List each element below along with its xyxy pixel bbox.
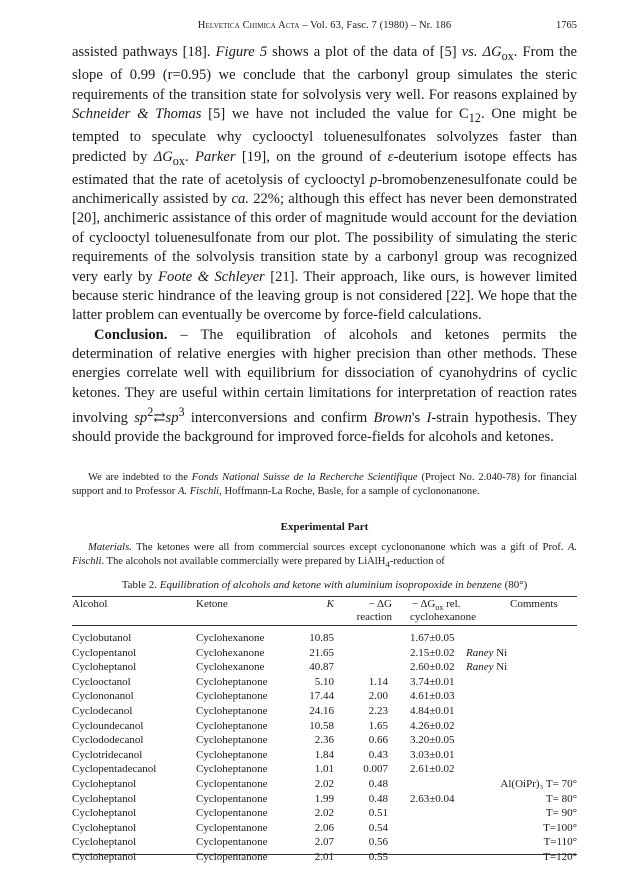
cell-dg-rel: 3.03±0.01	[410, 748, 455, 761]
cell-comment: Al(OiPr)₃ T= 70°	[500, 777, 577, 790]
header-comments: Comments	[510, 598, 558, 610]
cell-ketone: Cyclohexanone	[196, 661, 265, 674]
cell-dg-reaction: 1.65	[368, 719, 388, 732]
cell-dg-rel: 2.15±0.02	[410, 646, 455, 659]
table-row	[72, 733, 577, 748]
cell-k: 2.02	[314, 807, 334, 820]
cell-alcohol: Cyclooctanol	[72, 675, 131, 688]
table-header-rule	[72, 625, 577, 626]
cell-alcohol: Cyclododecanol	[72, 734, 144, 747]
cell-ketone: Cyclopentanone	[196, 821, 268, 834]
cell-ketone: Cyclopentanone	[196, 777, 268, 790]
cell-dg-rel: 2.63±0.04	[410, 792, 455, 805]
experimental-heading: Experimental Part	[280, 521, 369, 533]
header-ketone: Ketone	[196, 598, 228, 610]
cell-ketone: Cyclopentanone	[196, 836, 268, 849]
cell-dg-reaction: 0.66	[368, 734, 388, 747]
cell-k: 1.84	[314, 748, 334, 761]
cell-alcohol: Cyclopentadecanol	[72, 763, 157, 776]
table-header	[72, 598, 577, 624]
cell-k: 10.58	[309, 719, 334, 732]
paragraph-conclusion	[72, 326, 577, 448]
journal-citation: – Vol. 63, Fasc. 7 (1980) – Nr. 186	[299, 20, 452, 31]
cell-ketone: Cyclopentanone	[196, 807, 268, 820]
table-row	[72, 660, 577, 675]
header-dg-reaction: reaction	[356, 610, 392, 623]
acknowledgement: We are indebted to the Fonds National Suisse de la Recherche Scientifique (Project No. 2.040-78) for financial support and to Professor A. Fischli, Hoffmann-La Roche, Basle, for a sample of cyclononanone.	[72, 472, 577, 497]
cell-ketone: Cycloheptanone	[196, 690, 268, 703]
cell-k: 2.07	[314, 836, 334, 849]
table-row	[72, 675, 577, 690]
cell-alcohol: Cycloheptanol	[72, 661, 137, 674]
cell-ketone: Cyclopentanone	[196, 850, 268, 863]
cell-dg-rel: 4.84±0.01	[410, 704, 455, 717]
cell-k: 5.10	[314, 675, 334, 688]
cell-ketone: Cycloheptanone	[196, 704, 268, 717]
cell-dg-reaction: 0.48	[368, 777, 388, 790]
cell-dg-reaction: 0.55	[368, 850, 388, 863]
cell-k: 1.01	[314, 763, 334, 776]
conclusion-heading: Conclusion.	[94, 326, 168, 343]
cell-dg-rel: 2.61±0.02	[410, 763, 455, 776]
cell-ketone: Cycloheptanone	[196, 719, 268, 732]
cell-comment: Raney Ni	[466, 661, 508, 674]
body-text	[72, 43, 577, 447]
cell-comment: T= 90°	[545, 807, 577, 820]
table-row	[72, 719, 577, 734]
cell-comment: Raney Ni	[466, 646, 508, 659]
table-row	[72, 646, 577, 661]
cell-dg-reaction: 0.48	[368, 792, 388, 805]
cell-ketone: Cycloheptanone	[196, 734, 268, 747]
header-rel-label: rel.	[443, 598, 461, 610]
cell-k: 21.65	[309, 646, 334, 659]
cell-ketone: Cycloheptanone	[196, 763, 268, 776]
cell-ketone: Cycloheptanone	[196, 675, 268, 688]
table-row	[72, 835, 577, 850]
table-row	[72, 631, 577, 646]
header-k: K	[326, 598, 334, 610]
table-caption: Table 2. Equilibration of alcohols and ketone with aluminium isopropoxide in benzene (80°)	[121, 579, 528, 591]
table-row	[72, 689, 577, 704]
cell-ketone: Cyclohexanone	[196, 632, 265, 644]
cell-alcohol: Cyclotridecanol	[72, 748, 143, 761]
cell-dg-reaction: 0.54	[368, 821, 388, 834]
page-number: 1765	[556, 20, 577, 31]
header-rel-cyclohexanone: cyclohexanone	[410, 610, 476, 623]
cell-k: 40.87	[309, 661, 334, 674]
cell-k: 1.99	[314, 792, 334, 805]
cell-k: 2.06	[314, 821, 334, 834]
cell-dg-rel: 4.26±0.02	[410, 719, 455, 732]
cell-comment: T=100°	[543, 821, 577, 834]
cell-dg-reaction: 2.00	[368, 690, 388, 703]
cell-dg-reaction: 1.14	[368, 675, 388, 688]
journal-name: Helvetica Chimica Acta	[197, 20, 300, 31]
cell-dg-rel: 2.60±0.02	[410, 661, 455, 674]
table-row	[72, 704, 577, 719]
table-row	[72, 762, 577, 777]
cell-dg-reaction: 0.007	[363, 763, 388, 776]
cell-alcohol: Cyclodecanol	[72, 704, 133, 717]
cell-comment: T=120°	[543, 850, 577, 863]
cell-dg-reaction: 0.43	[368, 748, 388, 761]
cell-alcohol: Cycloundecanol	[72, 719, 144, 732]
running-head	[72, 20, 577, 38]
cell-dg-reaction: 2.23	[368, 704, 388, 717]
header-alcohol: Alcohol	[72, 598, 108, 610]
cell-alcohol: Cycloheptanol	[72, 777, 137, 790]
cell-alcohol: Cycloheptanol	[72, 807, 137, 820]
table-row	[72, 748, 577, 763]
materials-paragraph: Materials. The ketones were all from commercial sources except cyclononanone which was a gift of Prof. A. Fischli. The alcohols not available commercially were prepared by LiAlH$_4$-reduction of	[72, 542, 577, 569]
header-dg: − ΔG	[368, 598, 392, 610]
cell-comment: T=110°	[543, 836, 577, 849]
table-row	[72, 806, 577, 821]
table-body	[72, 631, 577, 865]
cell-alcohol: Cycloheptanol	[72, 836, 137, 849]
cell-k: 2.01	[314, 850, 334, 863]
cell-ketone: Cyclohexanone	[196, 646, 265, 659]
cell-dg-rel: 1.67±0.05	[410, 632, 455, 644]
cell-dg-rel: 3.74±0.01	[410, 675, 455, 688]
table-row	[72, 850, 577, 865]
cell-ketone: Cycloheptanone	[196, 748, 268, 761]
cell-dg-reaction: 0.56	[368, 836, 388, 849]
cell-k: 2.02	[314, 777, 334, 790]
cell-alcohol: Cycloheptanol	[72, 821, 137, 834]
cell-alcohol: Cycloheptanol	[72, 792, 137, 805]
cell-k: 24.16	[309, 704, 334, 717]
cell-dg-reaction: 0.51	[368, 807, 388, 820]
paragraph-figure-discussion: assisted pathways [18]. Figure 5 shows a plot of the data of [5] vs. $\Delta G_{ox}$. From the slope of 0.99 (r=0.95) we conclude that the carbonyl group simulates the steric requirements of the transition state for solvolysis very well. For reasons explained by Schneider & Thomas [5] we have not included the value for $C_{12}$. One might be tempted to speculate why cyclooctyl toluenesulfonates solvolyzes faster than predicted by $\Delta G_{ox}$. Parker [19], on the ground of ε-deuterium isotope effects has estimated that the rate of acetolysis of cyclooctyl p-bromobenzenesulfonate could be anchimerically assisted by ca. 22%; although this effect has never been demonstrated [20], anchimeric assistance of this order of magnitude would account for the deviation of cyclooctyl toluenesulfonate from our plot. The possibility of simulating the steric requirements of the solvolysis transition state by a carbonyl group was recognized very early by Foote & Schleyer [21]. Their approach, like ours, is however limited because steric hindrance of the leaving group is not considered [22]. We hope that the latter problem can eventually be overcome by force-field calculations.	[72, 44, 578, 324]
cell-k: 17.44	[309, 690, 334, 703]
header-rel-sub: ox	[435, 603, 444, 613]
cell-comment: T= 80°	[545, 792, 577, 805]
cell-ketone: Cyclopentanone	[196, 792, 268, 805]
cell-alcohol: Cyclobutanol	[72, 632, 132, 644]
running-head-citation	[72, 20, 577, 31]
cell-k: 2.36	[314, 734, 334, 747]
table-row	[72, 777, 577, 792]
cell-alcohol: Cycloheptanol	[72, 850, 137, 863]
cell-k: 10.85	[309, 632, 334, 644]
cell-dg-rel: 3.20±0.05	[410, 734, 455, 747]
table-bottom-rule	[72, 854, 577, 855]
table-row	[72, 792, 577, 807]
cell-alcohol: Cyclopentanol	[72, 646, 137, 659]
table-top-rule	[72, 596, 577, 597]
table-row	[72, 821, 577, 836]
header-rel-dg: − ΔG	[412, 598, 436, 610]
conclusion-text: – The equilibration of alcohols and ketones permits the determination of relative energies with higher precision than other methods. These energies correlate well with equilibrium for dissociation of cyanohydrins of cyclic ketones. They are useful within certain limitations for interpretation of reaction rates involving $sp^2⇄sp^3$ interconversions and confirm Brown's I-strain hypothesis. They should provide the background for improved force-fields for alcohols and ketones.	[72, 326, 577, 446]
cell-dg-rel: 4.61±0.03	[410, 690, 455, 703]
cell-alcohol: Cyclononanol	[72, 690, 134, 703]
